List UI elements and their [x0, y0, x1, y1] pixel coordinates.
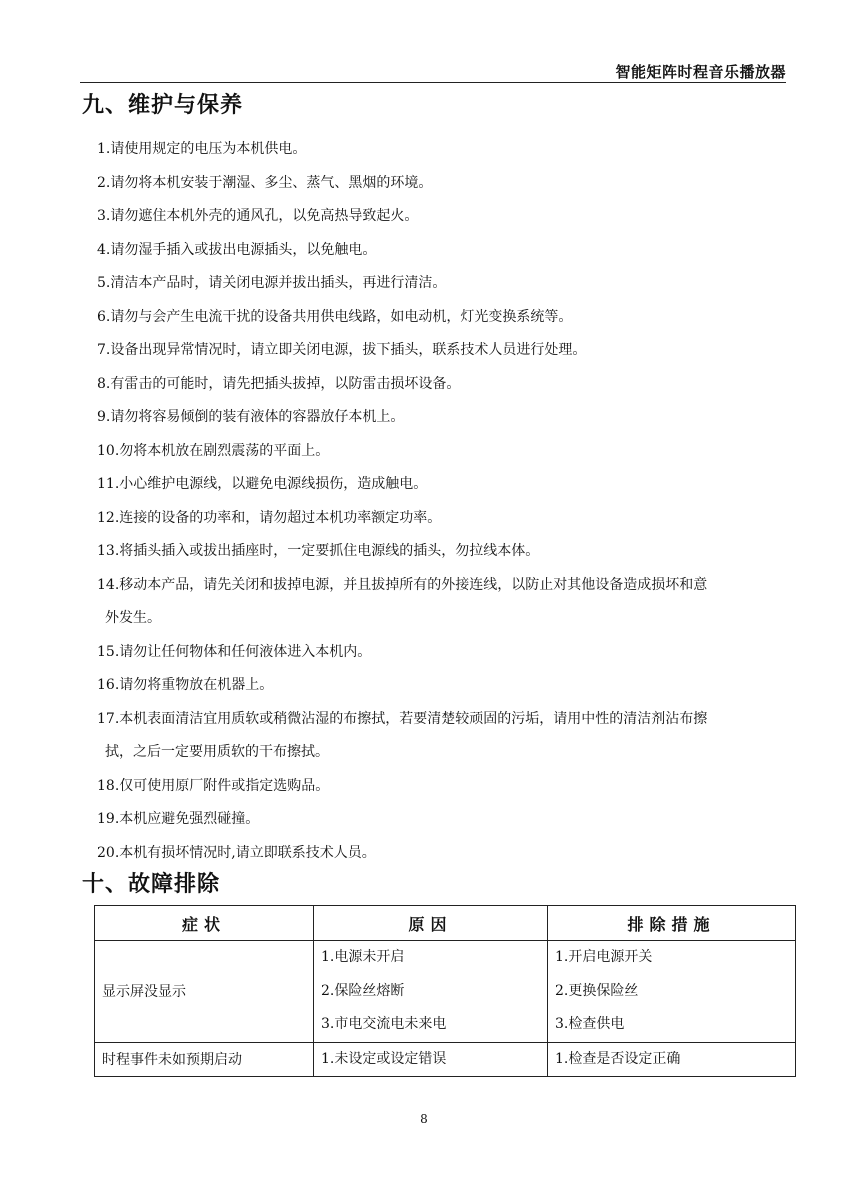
list-item: 5.清洁本产品时，请关闭电源并拔出插头，再进行清洁。 [97, 275, 447, 291]
cause-line: 1.未设定或设定错误 [321, 1050, 447, 1067]
fix-line: 1.开启电源开关 [555, 949, 653, 965]
fix-cell [548, 941, 796, 1043]
list-item: 12.连接的设备的功率和，请勿超过本机功率额定功率。 [97, 509, 442, 526]
fix-cell [548, 1042, 796, 1077]
section-title-maintenance: 九、维护与保养 [82, 92, 244, 118]
cause-cell [314, 941, 548, 1043]
list-item: 17.本机表面清洁宜用质软或稍微沾湿的布擦拭，若要清楚较顽固的污垢，请用中性的清洁剂沾布擦 [97, 710, 708, 727]
list-item: 20.本机有损坏情况时,请立即联系技术人员。 [97, 844, 376, 861]
troubleshooting-table [94, 905, 796, 1077]
cause-cell [314, 1042, 548, 1077]
cause-line: 3.市电交流电未来电 [321, 1016, 447, 1032]
cause-line: 1.电源未开启 [321, 949, 405, 965]
page-number: 8 [420, 1112, 428, 1126]
list-item: 7.设备出现异常情况时，请立即关闭电源，拔下插头，联系技术人员进行处理。 [97, 342, 587, 358]
list-item: 10.勿将本机放在剧烈震荡的平面上。 [97, 442, 330, 459]
list-item: 18.仅可使用原厂附件或指定选购品。 [97, 777, 330, 794]
list-item: 14.移动本产品，请先关闭和拔掉电源，并且拔掉所有的外接连线，以防止对其他设备造成损坏和意 [97, 576, 708, 593]
maintenance-list [97, 133, 797, 870]
column-header-symptom: 症状 [95, 906, 314, 941]
list-item: 15.请勿让任何物体和任何液体进入本机内。 [97, 643, 372, 660]
list-item: 8.有雷击的可能时，请先把插头拔掉，以防雷击损坏设备。 [97, 375, 461, 392]
list-item: 3.请勿遮住本机外壳的通风孔，以免高热导致起火。 [97, 208, 419, 224]
section-title-troubleshooting: 十、故障排除 [82, 871, 221, 897]
fix-line: 2.更换保险丝 [555, 982, 639, 999]
list-item: 6.请勿与会产生电流干扰的设备共用供电线路，如电动机，灯光变换系统等。 [97, 308, 573, 325]
symptom-cell: 时程事件未如预期启动 [95, 1042, 314, 1077]
list-item: 9.请勿将容易倾倒的装有液体的容器放仔本机上。 [97, 409, 405, 425]
symptom-cell: 显示屏没显示 [95, 941, 314, 1043]
fix-line: 1.检查是否设定正确 [555, 1050, 681, 1067]
list-item: 13.将插头插入或拔出插座时，一定要抓住电源线的插头，勿拉线本体。 [97, 543, 540, 559]
list-item-continuation: 外发生。 [105, 610, 161, 626]
column-header-fix: 排除措施 [548, 906, 796, 941]
fix-line: 3.检查供电 [555, 1016, 625, 1032]
list-item: 19.本机应避免强烈碰撞。 [97, 811, 260, 827]
table-row [95, 941, 796, 1043]
column-header-cause: 原因 [314, 906, 548, 941]
header-divider [80, 82, 786, 83]
table-row [95, 1042, 796, 1077]
table-header-row [95, 906, 796, 941]
list-item: 11.小心维护电源线，以避免电源线损伤，造成触电。 [97, 476, 428, 492]
list-item-continuation: 拭，之后一定要用质软的干布擦拭。 [105, 744, 329, 760]
list-item: 4.请勿湿手插入或拔出电源插头，以免触电。 [97, 241, 377, 258]
list-item: 2.请勿将本机安装于潮湿、多尘、蒸气、黑烟的环境。 [97, 174, 433, 191]
list-item: 16.请勿将重物放在机器上。 [97, 677, 274, 693]
header-title: 智能矩阵时程音乐播放器 [615, 63, 786, 81]
cause-line: 2.保险丝熔断 [321, 982, 405, 999]
list-item: 1.请使用规定的电压为本机供电。 [97, 141, 307, 157]
